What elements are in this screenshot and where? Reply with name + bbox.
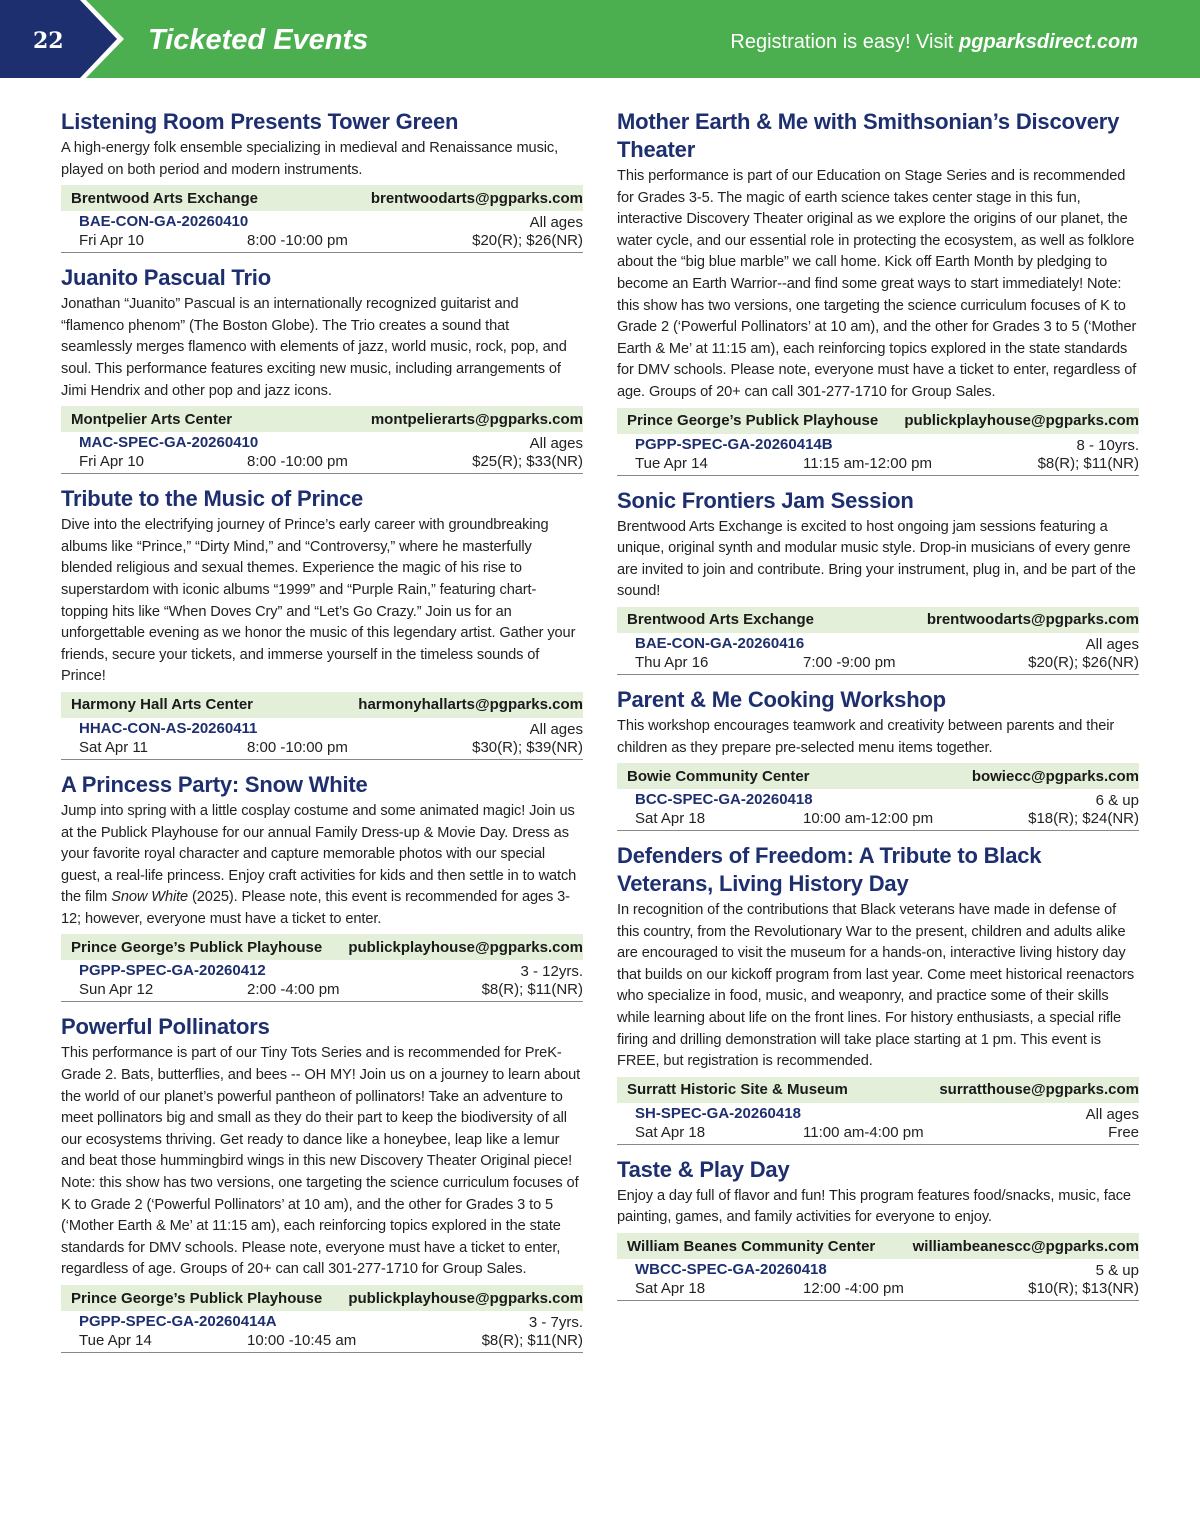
event-venue: Prince George’s Publick Playhouse bbox=[71, 1289, 323, 1307]
event-description-text: Jump into spring with a little cosplay costume and some animated magic! Join us at the Publick Playhouse for our annual Family Dress-up & Movie Day. Dress as your favorite royal character and capture memorable photos with our special guest, a real-life princess. Enjoy craft activities for kids and then settle in to watch the film bbox=[61, 802, 577, 906]
page-number: 22 bbox=[33, 28, 64, 54]
event-time: 8:00 -10:00 pm bbox=[247, 738, 348, 756]
event-code[interactable]: SH-SPEC-GA-20260418 bbox=[635, 1104, 801, 1122]
event-venue-bar bbox=[61, 1285, 583, 1311]
event-time: 8:00 -10:00 pm bbox=[247, 232, 348, 250]
event-price: $20(R); $26(NR) bbox=[472, 232, 583, 250]
event-price: $18(R); $24(NR) bbox=[1028, 810, 1139, 828]
event-ages: 3 - 12yrs. bbox=[520, 963, 583, 981]
event-venue: Montpelier Arts Center bbox=[71, 410, 233, 428]
event-title: Defenders of Freedom: A Tribute to Black Veterans, Living History Day bbox=[617, 843, 1042, 897]
event-price: $8(R); $11(NR) bbox=[1037, 454, 1139, 472]
event-venue: Brentwood Arts Exchange bbox=[71, 189, 258, 207]
event-venue-bar bbox=[61, 406, 583, 432]
event-time: 11:15 am-12:00 pm bbox=[803, 454, 932, 472]
event-venue: Prince George’s Publick Playhouse bbox=[71, 938, 323, 956]
event-code-row bbox=[61, 1311, 583, 1331]
registration-link[interactable]: pgparksdirect.com bbox=[959, 31, 1138, 53]
event-schedule-row bbox=[61, 1331, 583, 1353]
event-email[interactable]: publickplayhouse@pgparks.com bbox=[904, 412, 1139, 430]
event-ages: 5 & up bbox=[1095, 1262, 1139, 1280]
event-code[interactable]: PGPP-SPEC-GA-20260412 bbox=[79, 962, 266, 980]
event-ages: 3 - 7yrs. bbox=[528, 1314, 583, 1331]
event-date: Fri Apr 10 bbox=[79, 232, 145, 250]
event-code-row bbox=[61, 432, 583, 452]
event-listing bbox=[61, 264, 583, 474]
event-venue: Bowie Community Center bbox=[627, 767, 810, 785]
event-date: Sat Apr 18 bbox=[635, 810, 706, 828]
event-schedule-row bbox=[617, 1279, 1139, 1301]
event-venue: Harmony Hall Arts Center bbox=[71, 696, 253, 714]
event-listing bbox=[617, 1156, 1139, 1301]
event-title: A Princess Party: Snow White bbox=[61, 771, 368, 797]
event-email[interactable]: brentwoodarts@pgparks.com bbox=[926, 611, 1139, 629]
event-schedule-row bbox=[617, 653, 1139, 675]
event-venue-bar bbox=[61, 185, 583, 211]
event-price: $8(R); $11(NR) bbox=[481, 981, 583, 999]
event-venue: William Beanes Community Center bbox=[627, 1237, 876, 1255]
event-title: Juanito Pascual Trio bbox=[61, 265, 271, 291]
event-code-row bbox=[61, 960, 583, 980]
event-code-row bbox=[617, 1259, 1139, 1279]
event-description: Enjoy a day full of flavor and fun! This program features food/snacks, music, face painting, games, and family activities for everyone to enjoy. bbox=[617, 1187, 1131, 1226]
event-listing bbox=[617, 686, 1139, 831]
event-schedule-row bbox=[61, 980, 583, 1002]
event-title: Tribute to the Music of Prince bbox=[61, 486, 364, 512]
event-time: 11:00 am-4:00 pm bbox=[803, 1123, 924, 1141]
event-email[interactable]: publickplayhouse@pgparks.com bbox=[348, 1289, 583, 1307]
event-description: This performance is part of our Education on Stage Series and is recommended for Grades 3-5. The magic of earth science takes center stage in this fun, interactive Discovery Theater original as we explore the origins of our planet, the water cycle, and our essential role in protecting the ecosystem, as well as folklore about the “big blue marble” we call home. Kick off Earth Month by pledging to become an Earth Warrior--and find some great ways to start immediately! Note: this show has two versions, one targeting the science curriculum focuses of K to Grade 2 (‘Powerful Pollinators’ at 10 am), and the other for Grades 3 to 5 (‘Mother Earth & Me’ at 11:15 am), each reinforcing topics explored in the state standards for DMV schools. Please note, everyone must have a ticket to enter, regardless of age. Groups of 20+ can call 301-277-1710 for Group Sales. bbox=[617, 168, 1137, 400]
event-listing bbox=[617, 842, 1139, 1145]
event-price: $10(R); $13(NR) bbox=[1028, 1280, 1139, 1298]
event-code[interactable]: BAE-CON-GA-20260410 bbox=[79, 213, 249, 231]
event-code-row bbox=[617, 789, 1139, 809]
event-schedule-row bbox=[61, 452, 583, 474]
event-code[interactable]: HHAC-CON-AS-20260411 bbox=[79, 719, 258, 737]
event-title: Parent & Me Cooking Workshop bbox=[617, 686, 946, 712]
event-time: 8:00 -10:00 pm bbox=[247, 453, 348, 471]
event-time: 7:00 -9:00 pm bbox=[803, 653, 896, 671]
event-description: This performance is part of our Tiny Tots Series and is recommended for PreK-Grade 2. Bats, butterflies, and bees -- OH MY! Join us on a journey to learn about the world of our planet’s powerful pantheon of pollinators! Take an adventure to meet pollinators big and small as they do their part to keep the biodiversity of all our ecosystems thriving. Get ready to dance like a honeybee, leap like a lemur and beat those hummingbird wings in this new Discovery Theater Original piece! Note: this show has two versions, one targeting the science curriculum focuses of K to Grade 2 (‘Powerful Pollinators’ at 10 am), and the other for Grades 3 to 5 (‘Mother Earth & Me’ at 11:15 am), each reinforcing topics explored in the state standards for DMV schools. Please note, everyone must have a ticket to enter, regardless of age. Groups of 20+ can call 301-277-1710 for Group Sales. bbox=[61, 1045, 581, 1278]
event-ages: All ages bbox=[529, 435, 583, 453]
event-ages: All ages bbox=[1085, 635, 1139, 653]
event-listing bbox=[617, 108, 1139, 476]
event-title: Mother Earth & Me with Smithsonian’s Discovery Theater bbox=[617, 109, 1120, 162]
section-title: Ticketed Events bbox=[148, 24, 369, 56]
event-email[interactable]: bowiecc@pgparks.com bbox=[971, 767, 1139, 785]
event-date: Tue Apr 14 bbox=[635, 454, 708, 472]
event-price: Free bbox=[1108, 1123, 1139, 1141]
event-venue: Brentwood Arts Exchange bbox=[627, 611, 814, 629]
event-description: Brentwood Arts Exchange is excited to host ongoing jam sessions featuring a unique, original synth and modular music style. Drop-in musicians of every genre are invited to join and contribute. Bring your instrument, plug in, and be part of the sound! bbox=[617, 518, 1136, 600]
event-description: Jonathan “Juanito” Pascual is an internationally recognized guitarist and “flamenco phenom” (The Boston Globe). The Trio creates a sound that seamlessly merges flamenco with elements of jazz, world music, rock, pop, and soul. This performance features exciting new music, including arrangements of Jimi Hendrix and other pop and jazz icons. bbox=[61, 296, 567, 399]
event-description: This workshop encourages teamwork and creativity between parents and their children as they prepare pre-selected menu items together. bbox=[617, 717, 1115, 756]
page-header bbox=[0, 0, 1200, 78]
event-price: $25(R); $33(NR) bbox=[472, 453, 583, 471]
event-venue-bar bbox=[61, 692, 583, 718]
event-date: Tue Apr 14 bbox=[79, 1332, 152, 1349]
event-code[interactable]: MAC-SPEC-GA-20260410 bbox=[79, 434, 259, 452]
registration-note bbox=[730, 31, 1138, 54]
left-column bbox=[61, 108, 583, 1364]
event-email[interactable]: surratthouse@pgparks.com bbox=[939, 1081, 1139, 1099]
event-code-row bbox=[617, 434, 1139, 454]
event-date: Sat Apr 18 bbox=[635, 1280, 706, 1298]
event-code[interactable]: PGPP-SPEC-GA-20260414B bbox=[635, 435, 833, 453]
event-schedule-row bbox=[61, 738, 583, 760]
event-ages: 6 & up bbox=[1095, 792, 1139, 810]
event-code-row bbox=[617, 633, 1139, 653]
event-schedule-row bbox=[617, 1123, 1139, 1145]
event-schedule-row bbox=[617, 809, 1139, 831]
event-code[interactable]: WBCC-SPEC-GA-20260418 bbox=[635, 1261, 827, 1279]
event-listing bbox=[617, 487, 1139, 675]
event-description: In recognition of the contributions that Black veterans have made in defense of this country, from the Revolutionary War to the present, children and adults alike are encouraged to visit the museum for a hands-on, interactive living history day that builds on our kickoff program from last year. Come meet historical reenactors who specialize in food, music, and weaponry, and practice some of their skills while learning about life on the front lines. For history enthusiasts, a special rifle firing and drilling demonstration will take place starting at 1 pm. This event is FREE, but registration is recommended. bbox=[617, 902, 1135, 1070]
event-price: $30(R); $39(NR) bbox=[472, 738, 583, 756]
event-venue-bar bbox=[617, 408, 1139, 434]
event-schedule-row bbox=[61, 231, 583, 253]
event-venue: Prince George’s Publick Playhouse bbox=[627, 412, 879, 430]
event-code[interactable]: PGPP-SPEC-GA-20260414A bbox=[79, 1313, 277, 1330]
event-title: Taste & Play Day bbox=[617, 1156, 790, 1182]
event-date: Sat Apr 18 bbox=[635, 1123, 706, 1141]
right-column bbox=[617, 108, 1139, 1312]
event-ages: 8 - 10yrs. bbox=[1076, 436, 1139, 454]
event-code[interactable]: BCC-SPEC-GA-20260418 bbox=[635, 791, 813, 809]
event-code-row bbox=[617, 1103, 1139, 1123]
film-title: Snow White bbox=[111, 889, 189, 906]
event-description: Dive into the electrifying journey of Prince’s early career with groundbreaking albums like “Prince,” “Dirty Mind,” and “Controversy,” where he masterfully blended religious and sexual themes. Experience the magic of his rise to superstardom with iconic albums “1999” and “Purple Rain,” featuring chart-topping hits like “When Doves Cry” and “Let’s Go Crazy.” Join us for an unforgettable evening as we honor the music of this legendary artist. Gather your friends, secure your tickets, and immerse yourself in the timeless sounds of Prince! bbox=[61, 517, 576, 685]
event-schedule-row bbox=[617, 454, 1139, 476]
event-title: Listening Room Presents Tower Green bbox=[61, 109, 459, 134]
page-number-tab-icon bbox=[0, 0, 130, 78]
event-venue-bar bbox=[617, 763, 1139, 789]
event-email[interactable]: harmonyhallarts@pgparks.com bbox=[358, 696, 583, 714]
event-venue: Surratt Historic Site & Museum bbox=[627, 1081, 848, 1099]
event-time: 10:00 am-12:00 pm bbox=[803, 810, 934, 828]
event-price: $20(R); $26(NR) bbox=[1028, 653, 1139, 671]
event-listing bbox=[61, 771, 583, 1003]
event-listing bbox=[61, 485, 583, 760]
event-venue-bar bbox=[617, 1077, 1139, 1103]
event-title: Powerful Pollinators bbox=[61, 1014, 270, 1040]
event-date: Fri Apr 10 bbox=[79, 453, 145, 471]
event-email[interactable]: montpelierarts@pgparks.com bbox=[370, 410, 583, 428]
event-ages: All ages bbox=[1085, 1105, 1139, 1123]
registration-text: Registration is easy! Visit bbox=[730, 31, 960, 53]
event-description: A high-energy folk ensemble specializing in medieval and Renaissance music, played on both period and modern instruments. bbox=[61, 140, 559, 178]
event-code-row bbox=[61, 718, 583, 738]
event-code-row bbox=[61, 211, 583, 231]
event-date: Thu Apr 16 bbox=[635, 653, 709, 671]
event-email[interactable]: williambeanescc@pgparks.com bbox=[912, 1237, 1139, 1255]
event-venue-bar bbox=[61, 934, 583, 960]
event-description bbox=[61, 801, 583, 931]
event-time: 2:00 -4:00 pm bbox=[247, 981, 340, 999]
event-date: Sat Apr 11 bbox=[79, 738, 148, 756]
event-description-text: (2025). Please note, this event is recommended for ages 3-12; however, everyone must have a ticket to enter. bbox=[61, 889, 570, 927]
event-venue-bar bbox=[617, 607, 1139, 633]
event-listing bbox=[61, 108, 583, 253]
event-ages: All ages bbox=[529, 720, 583, 738]
event-time: 12:00 -4:00 pm bbox=[803, 1280, 904, 1298]
event-code[interactable]: BAE-CON-GA-20260416 bbox=[635, 634, 805, 652]
event-email[interactable]: brentwoodarts@pgparks.com bbox=[370, 189, 583, 207]
event-date: Sun Apr 12 bbox=[79, 981, 154, 999]
event-title: Sonic Frontiers Jam Session bbox=[617, 487, 914, 513]
event-venue-bar bbox=[617, 1233, 1139, 1259]
event-listing bbox=[61, 1013, 583, 1353]
event-email[interactable]: publickplayhouse@pgparks.com bbox=[348, 938, 583, 956]
event-price: $8(R); $11(NR) bbox=[481, 1332, 583, 1349]
event-time: 10:00 -10:45 am bbox=[247, 1332, 357, 1349]
event-ages: All ages bbox=[529, 214, 583, 232]
